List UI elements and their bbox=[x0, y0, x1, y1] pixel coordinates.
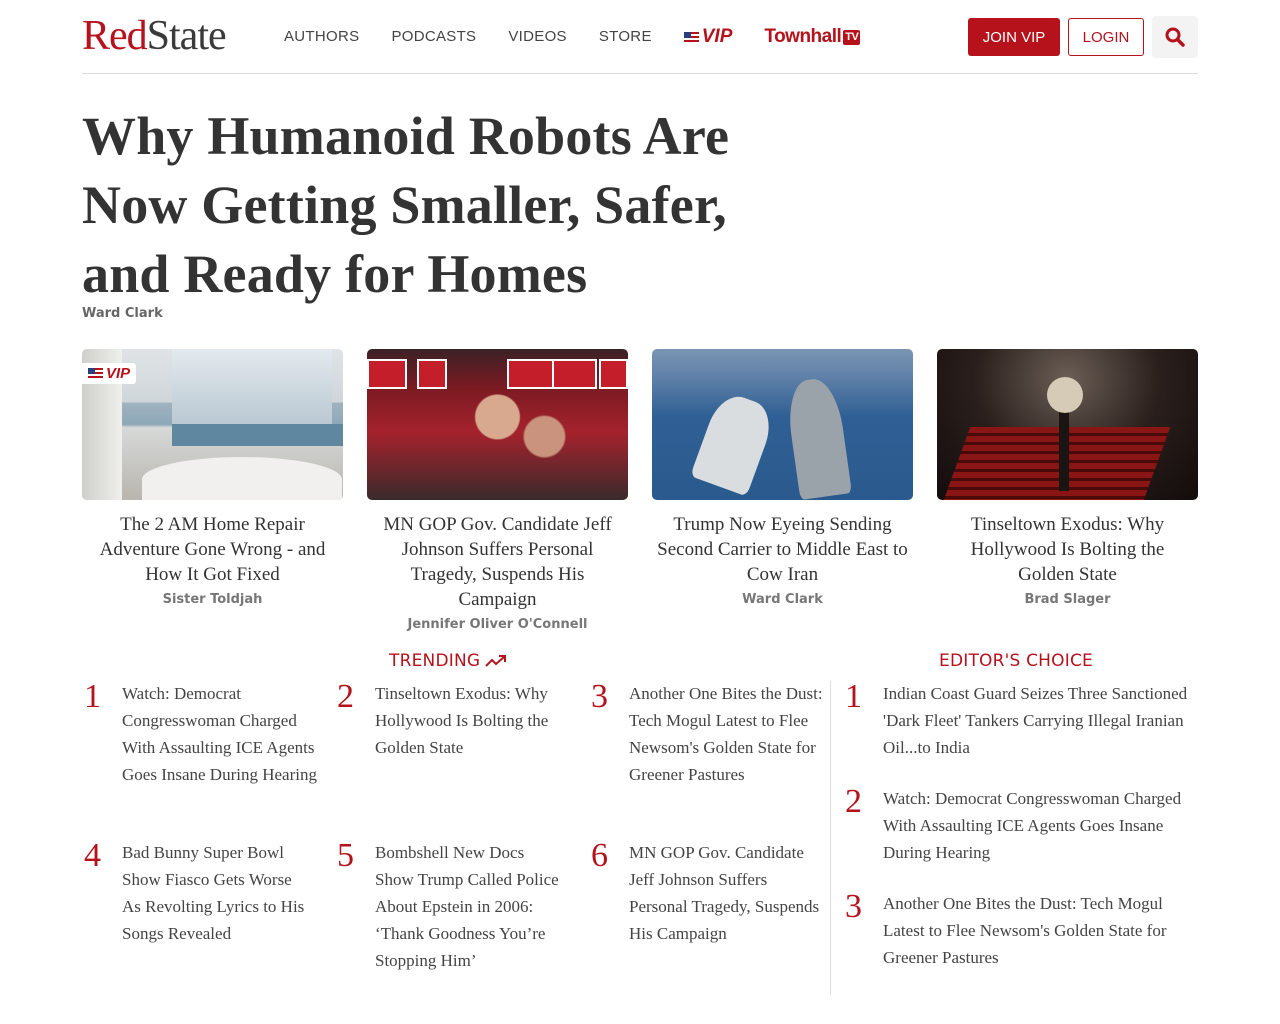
image-detail bbox=[784, 376, 852, 500]
card-title[interactable]: MN GOP Gov. Candidate Jeff Johnson Suffers Personal Tragedy, Suspends His Campaign bbox=[383, 514, 612, 610]
trending-item[interactable] bbox=[84, 680, 324, 788]
search-button[interactable] bbox=[1152, 16, 1198, 58]
nav-authors[interactable]: AUTHORS bbox=[284, 28, 360, 45]
card[interactable] bbox=[652, 349, 913, 607]
card-author[interactable]: Sister Toldjah bbox=[162, 592, 263, 607]
nav-vip[interactable] bbox=[684, 26, 733, 48]
editors-choice-number: 2 bbox=[845, 783, 862, 820]
nav-videos[interactable]: VIDEOS bbox=[508, 28, 567, 45]
flag-icon bbox=[684, 32, 699, 43]
trending-number: 3 bbox=[591, 678, 608, 715]
logo-red: Red bbox=[82, 13, 147, 59]
card-image[interactable] bbox=[82, 349, 343, 500]
image-detail bbox=[1047, 377, 1083, 413]
image-detail bbox=[690, 390, 778, 497]
nav-store[interactable]: STORE bbox=[598, 28, 652, 45]
image-detail bbox=[172, 424, 343, 446]
trending-title[interactable]: Bombshell New Docs Show Trump Called Police About Epstein in 2006: ‘Thank Goodness You’re Stopping Him’ bbox=[375, 843, 559, 970]
vip-badge bbox=[82, 363, 136, 384]
trending-label: TRENDING bbox=[389, 651, 481, 671]
editors-choice-number: 1 bbox=[845, 678, 862, 715]
card-image[interactable] bbox=[652, 349, 913, 500]
editors-choice-item[interactable] bbox=[845, 890, 1200, 971]
image-detail bbox=[417, 359, 447, 389]
card[interactable] bbox=[82, 349, 343, 607]
editors-choice-number: 3 bbox=[845, 888, 862, 925]
trending-item[interactable] bbox=[337, 680, 577, 761]
townhall-label: Townhall bbox=[764, 26, 842, 47]
editors-choice-item[interactable] bbox=[845, 785, 1200, 866]
card-title[interactable]: Trump Now Eyeing Sending Second Carrier to Middle East to Cow Iran bbox=[657, 514, 908, 585]
image-detail bbox=[599, 359, 628, 389]
editors-choice-title[interactable]: Another One Bites the Dust: Tech Mogul Latest to Flee Newsom's Golden State for Greener Pastures bbox=[883, 894, 1167, 967]
trending-item[interactable] bbox=[337, 839, 577, 974]
trending-arrow-icon bbox=[485, 654, 507, 668]
trending-title[interactable]: Another One Bites the Dust: Tech Mogul Latest to Flee Newsom's Golden State for Greener Pastures bbox=[629, 684, 823, 784]
join-vip-button[interactable]: JOIN VIP bbox=[968, 18, 1060, 56]
image-detail bbox=[367, 359, 407, 389]
editors-choice-title[interactable]: Indian Coast Guard Seizes Three Sanctioned 'Dark Fleet' Tankers Carrying Illegal Iranian Oil...to India bbox=[883, 684, 1188, 757]
trending-number: 2 bbox=[337, 678, 354, 715]
trending-item[interactable] bbox=[591, 680, 823, 788]
image-detail bbox=[172, 349, 332, 424]
image-detail bbox=[507, 359, 557, 389]
townhall-tv-badge: TV bbox=[845, 30, 859, 43]
flag-icon bbox=[88, 368, 103, 379]
card-author[interactable]: Brad Slager bbox=[1024, 592, 1111, 607]
image-detail bbox=[142, 457, 342, 500]
card-author[interactable]: Ward Clark bbox=[742, 592, 823, 607]
image-detail bbox=[1059, 411, 1069, 491]
card-image[interactable] bbox=[367, 349, 628, 500]
search-icon bbox=[1165, 27, 1185, 47]
article-author[interactable]: Ward Clark bbox=[82, 306, 163, 321]
card-author[interactable]: Jennifer Oliver O'Connell bbox=[407, 617, 588, 632]
trending-number: 6 bbox=[591, 837, 608, 874]
login-button[interactable]: LOGIN bbox=[1068, 18, 1144, 56]
trending-number: 5 bbox=[337, 837, 354, 874]
logo-state: State bbox=[146, 13, 226, 59]
column-divider bbox=[830, 681, 831, 995]
card[interactable] bbox=[367, 349, 628, 632]
related-cards bbox=[82, 349, 1198, 639]
card-image[interactable] bbox=[937, 349, 1198, 500]
card[interactable] bbox=[937, 349, 1198, 607]
editors-choice-heading bbox=[939, 651, 1093, 671]
editors-choice-label: EDITOR'S CHOICE bbox=[939, 651, 1093, 671]
editors-choice-item[interactable] bbox=[845, 680, 1200, 761]
nav-podcasts[interactable]: PODCASTS bbox=[391, 28, 477, 45]
article-title[interactable]: Why Humanoid Robots Are Now Getting Smaller, Safer, and Ready for Homes bbox=[82, 106, 730, 304]
trending-title[interactable]: Tinseltown Exodus: Why Hollywood Is Bolting the Golden State bbox=[375, 684, 549, 757]
trending-number: 4 bbox=[84, 837, 101, 874]
image-detail bbox=[944, 427, 1171, 500]
card-title[interactable]: Tinseltown Exodus: Why Hollywood Is Bolting the Golden State bbox=[970, 514, 1165, 585]
trending-number: 1 bbox=[84, 678, 101, 715]
trending-heading bbox=[389, 651, 507, 671]
card-title[interactable]: The 2 AM Home Repair Adventure Gone Wrong - and How It Got Fixed bbox=[99, 514, 326, 585]
trending-item[interactable] bbox=[84, 839, 324, 947]
vip-badge-label: VIP bbox=[106, 365, 131, 382]
trending-title[interactable]: MN GOP Gov. Candidate Jeff Johnson Suffers Personal Tragedy, Suspends His Campaign bbox=[629, 843, 820, 943]
trending-title[interactable]: Watch: Democrat Congresswoman Charged With Assaulting ICE Agents Goes Insane During Hearing bbox=[122, 684, 317, 784]
trending-title[interactable]: Bad Bunny Super Bowl Show Fiasco Gets Worse As Revolting Lyrics to His Songs Revealed bbox=[122, 843, 305, 943]
site-logo[interactable] bbox=[82, 14, 226, 58]
nav-vip-label: VIP bbox=[701, 26, 733, 47]
site-header bbox=[82, 0, 1198, 74]
editors-choice-title[interactable]: Watch: Democrat Congresswoman Charged With Assaulting ICE Agents Goes Insane During Hearing bbox=[883, 789, 1182, 862]
nav-townhall-tv[interactable] bbox=[764, 26, 860, 48]
trending-item[interactable] bbox=[591, 839, 823, 947]
image-detail bbox=[552, 359, 597, 389]
main-nav bbox=[284, 26, 860, 48]
